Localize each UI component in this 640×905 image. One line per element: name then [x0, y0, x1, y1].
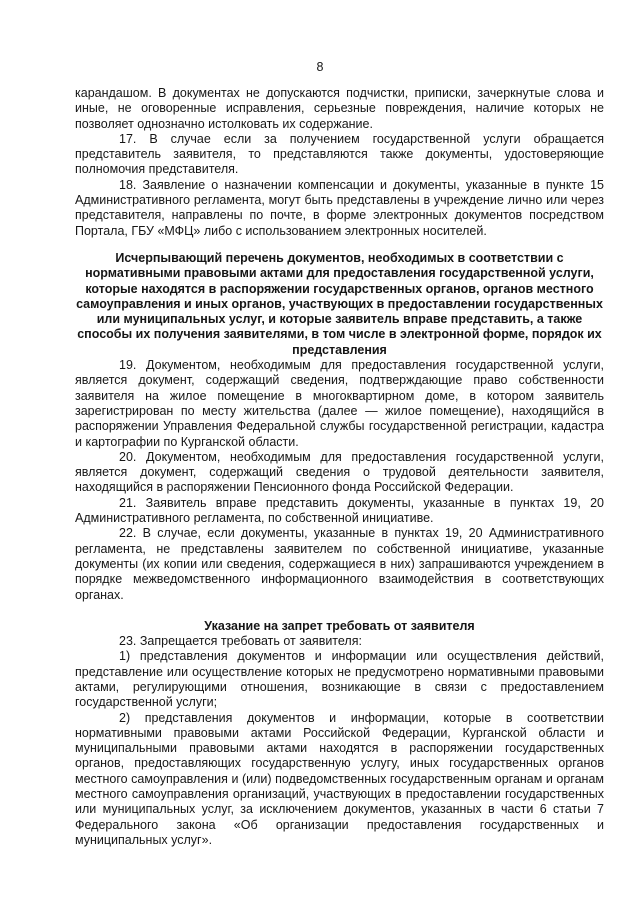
- document-body: [75, 86, 604, 848]
- paragraph-22: 22. В случае, если документы, указанные в пунктах 19, 20 Административного регламента, не представлены заявителем по собственной инициативе, указанные документы (их копии или сведения, содержащиеся в них) запрашиваются учреждением в порядке межведомственного информационного взаимодействия в соответствующих органах.: [75, 526, 604, 602]
- paragraph-continuation: карандашом. В документах не допускаются подчистки, приписки, зачеркнутые слова и иные, не оговоренные исправления, серьезные повреждения, наличие которых не позволяет однозначно истолковать их содержание.: [75, 86, 604, 131]
- paragraph-23-item-1: 1) представления документов и информации или осуществления действий, представление или осуществление которых не предусмотрено нормативными правовыми актами, регулирующими отношения, возникающие в связи с предоставлением государственной услуги;: [75, 649, 604, 710]
- spacer: [75, 239, 604, 251]
- paragraph-23: 23. Запрещается требовать от заявителя:: [119, 634, 362, 649]
- section-heading-prohibition: Указание на запрет требовать от заявителя: [204, 618, 475, 633]
- spacer: [75, 603, 604, 619]
- paragraph-17: 17. В случае если за получением государственной услуги обращается представитель заявителя, то представляются также документы, удостоверяющие полномочия представителя.: [75, 131, 604, 177]
- paragraph-20: 20. Документом, необходимым для предоставления государственной услуги, является документ, содержащий сведения о трудовой деятельности заявителя, находящийся в распоряжении Пенсионного фонда Российской Федерации.: [75, 449, 604, 495]
- section-heading-documents: Исчерпывающий перечень документов, необходимых в соответствии с нормативными правовыми актами для предоставления государственной услуги, которые находятся в распоряжении государственных органов, органов местного самоуправления и иных органов, участвующих в предоставлении государственных или муниципальных услуг, и которые заявитель вправе представить, а также способы их получения заявителями, в том числе в электронной форме, порядок их представления: [76, 250, 603, 357]
- paragraph-19: 19. Документом, необходимым для предоставления государственной услуги, является документ, содержащий сведения, подтверждающие право собственности заявителя на жилое помещение в многоквартирном доме, в котором заявитель зарегистрирован по месту жительства (далее — жилое помещение), находящийся в распоряжении Управления Федеральной службы государственной регистрации, кадастра и картографии по Курганской области.: [75, 358, 604, 449]
- paragraph-21: 21. Заявитель вправе представить документы, указанные в пунктах 19, 20 Административного регламента, по собственной инициативе.: [75, 495, 604, 526]
- page-number: 8: [316, 60, 324, 74]
- paragraph-18: 18. Заявление о назначении компенсации и документы, указанные в пункте 15 Административного регламента, могут быть представлены в учреждение лично или через представителя, направлены по почте, в форме электронных документов посредством Портала, ГБУ «МФЦ» либо с использованием электронных носителей.: [75, 177, 604, 238]
- paragraph-23-item-2: 2) представления документов и информации, которые в соответствии нормативными правовыми актами Российской Федерации, Курганской области и муниципальными правовыми актами находятся в распоряжении государственных органов, предоставляющих государственную услугу, иных государственных органов местного самоуправления и (или) подведомственных государственным органам и органам местного самоуправления организаций, участвующих в предоставлении государственных или муниципальных услуг, за исключением документов, указанных в части 6 статьи 7 Федерального закона «Об организации предоставления государственных и муниципальных услуг».: [75, 710, 604, 847]
